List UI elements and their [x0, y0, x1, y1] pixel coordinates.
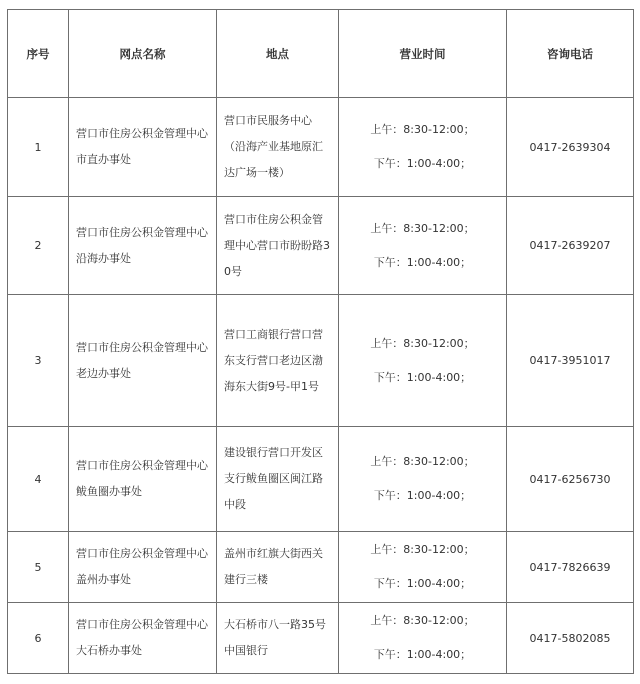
hours-morning: 上午：8:30-12:00； [370, 455, 475, 468]
hours-morning: 上午：8:30-12:00； [370, 123, 475, 136]
hours-afternoon: 下午：1:00-4:00； [373, 255, 472, 269]
header-row [8, 10, 634, 98]
office-phone: 0417-2639207 [507, 197, 634, 295]
header-location: 地点 [217, 10, 339, 98]
office-hours [339, 427, 507, 532]
office-hours [339, 197, 507, 295]
header-phone: 咨询电话 [507, 10, 634, 98]
office-name: 营口市住房公积金管理中心市直办事处 [69, 98, 217, 197]
office-name: 营口市住房公积金管理中心盖州办事处 [69, 532, 217, 603]
office-location: 营口市民服务中心（沿海产业基地原汇达广场一楼） [217, 98, 339, 197]
office-name: 营口市住房公积金管理中心沿海办事处 [69, 197, 217, 295]
row-number: 3 [8, 295, 69, 427]
hours-morning: 上午：8:30-12:00； [370, 543, 475, 556]
header-name: 网点名称 [69, 10, 217, 98]
office-phone: 0417-2639304 [507, 98, 634, 197]
office-hours [339, 603, 507, 674]
table-row [8, 603, 634, 674]
row-number: 5 [8, 532, 69, 603]
header-hours: 营业时间 [339, 10, 507, 98]
office-hours [339, 532, 507, 603]
table-row [8, 98, 634, 197]
hours-afternoon: 下午：1:00-4:00； [373, 577, 472, 590]
office-name: 营口市住房公积金管理中心鲅鱼圈办事处 [69, 427, 217, 532]
hours-afternoon: 下午：1:00-4:00； [373, 370, 472, 384]
table-row [8, 197, 634, 295]
office-location: 建设银行营口开发区支行鲅鱼圈区闽江路中段 [217, 427, 339, 532]
table-row [8, 532, 634, 603]
table-row [8, 295, 634, 427]
office-location: 营口市住房公积金管理中心营口市盼盼路30号 [217, 197, 339, 295]
office-phone: 0417-5802085 [507, 603, 634, 674]
table-row [8, 427, 634, 532]
row-number: 1 [8, 98, 69, 197]
office-location: 大石桥市八一路35号中国银行 [217, 603, 339, 674]
office-phone: 0417-7826639 [507, 532, 634, 603]
hours-afternoon: 下午：1:00-4:00； [373, 648, 472, 661]
office-location: 营口工商银行营口营东支行营口老边区渤海东大街9号-甲1号 [217, 295, 339, 427]
row-number: 6 [8, 603, 69, 674]
hours-afternoon: 下午：1:00-4:00； [373, 157, 472, 170]
office-name: 营口市住房公积金管理中心大石桥办事处 [69, 603, 217, 674]
service-points-table [7, 9, 634, 674]
row-number: 2 [8, 197, 69, 295]
hours-afternoon: 下午：1:00-4:00； [373, 489, 472, 502]
row-number: 4 [8, 427, 69, 532]
header-no: 序号 [8, 10, 69, 98]
hours-morning: 上午：8:30-12:00； [370, 221, 475, 235]
office-phone: 0417-6256730 [507, 427, 634, 532]
office-name: 营口市住房公积金管理中心老边办事处 [69, 295, 217, 427]
office-phone: 0417-3951017 [507, 295, 634, 427]
office-hours [339, 295, 507, 427]
hours-morning: 上午：8:30-12:00； [370, 336, 475, 350]
office-hours [339, 98, 507, 197]
office-location: 盖州市红旗大街西关建行三楼 [217, 532, 339, 603]
hours-morning: 上午：8:30-12:00； [370, 614, 475, 627]
